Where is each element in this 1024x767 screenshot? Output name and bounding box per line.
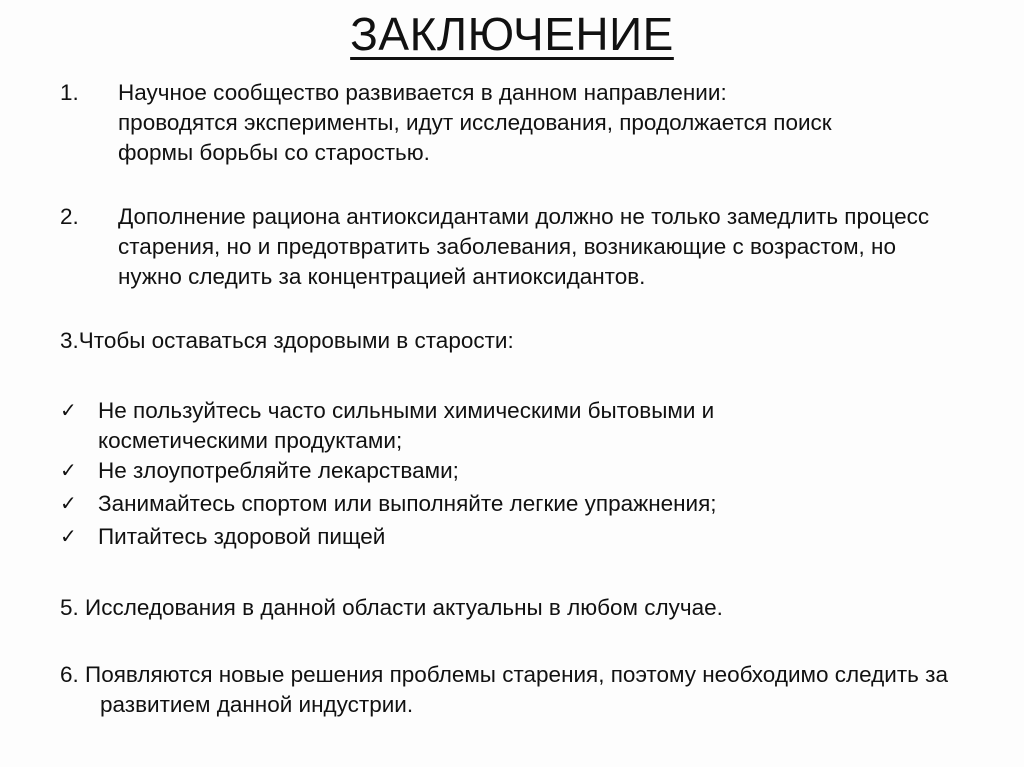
item-5: 5. Исследования в данной области актуальны в любом случае.: [60, 595, 723, 620]
checklist-text: Занимайтесь спортом или выполняйте легкие упражнения;: [98, 491, 717, 516]
checklist-item-3: [60, 489, 960, 519]
check-icon: ✓: [60, 526, 77, 548]
item-3-heading: 3.Чтобы оставаться здоровыми в старости:: [60, 328, 514, 353]
checklist-item-1: [60, 396, 960, 456]
checklist-item-2: [60, 456, 960, 486]
checklist-text: Не пользуйтесь часто сильными химическими бытовыми и косметическими продуктами;: [98, 398, 715, 453]
checklist-text: Питайтесь здоровой пищей: [98, 524, 386, 549]
item-number: 1.: [60, 80, 79, 105]
item-6: 6. Появляются новые решения проблемы старения, поэтому необходимо следить за развитием данной индустрии.: [60, 662, 948, 717]
item-number: 2.: [60, 204, 79, 229]
slide-title: [0, 4, 1024, 64]
check-icon: ✓: [60, 400, 77, 422]
checklist-text: Не злоупотребляйте лекарствами;: [98, 458, 459, 483]
item-text: Научное сообщество развивается в данном направлении: проводятся эксперименты, идут исследования, продолжается поиск формы борьбы со старостью.: [118, 80, 832, 165]
check-icon: ✓: [60, 493, 77, 515]
checklist-item-4: [60, 522, 960, 552]
item-text: Дополнение рациона антиоксидантами должно не только замедлить процесс старения, но и предотвратить заболевания, возникающие с возрастом, но нужно следить за концентрацией антиоксидантов.: [118, 204, 930, 289]
numbered-item-1: [60, 78, 1000, 168]
check-icon: ✓: [60, 460, 77, 482]
slide-title-text: ЗАКЛЮЧЕНИЕ: [350, 8, 674, 60]
numbered-item-2: [60, 202, 1000, 292]
